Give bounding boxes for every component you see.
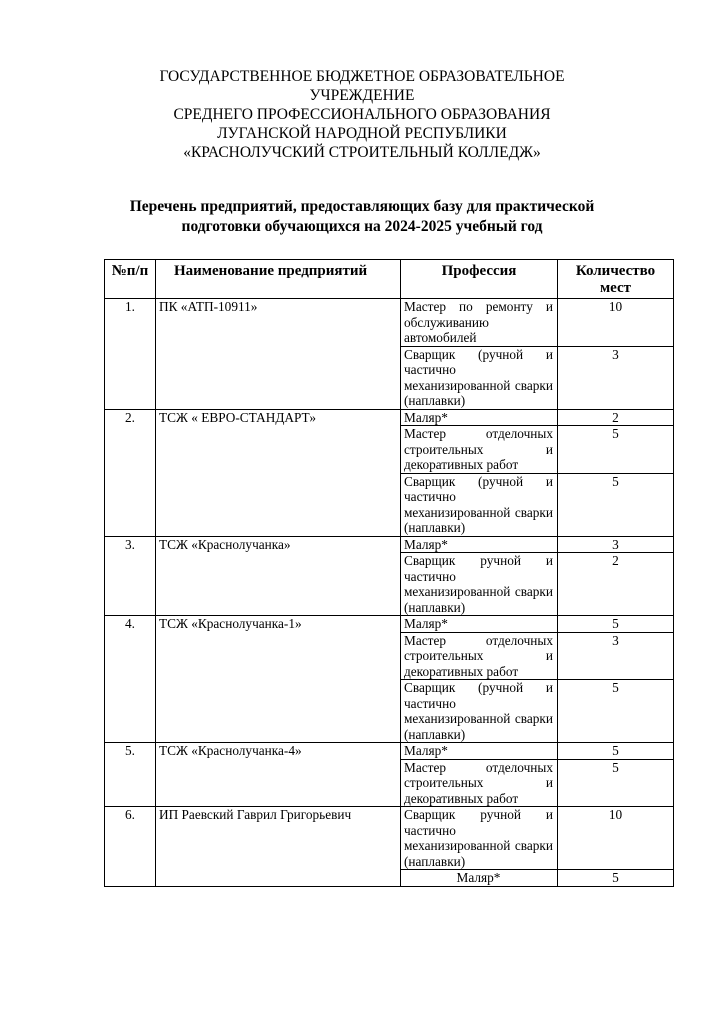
column-header-count: Количество мест [558, 260, 674, 299]
table-row [105, 409, 674, 426]
column-header-profession: Профессия [401, 260, 558, 299]
profession: Сварщик (ручной и частично механизированной сварки (наплавки) [401, 473, 558, 536]
document-header [0, 67, 724, 162]
profession: Маляр* [401, 536, 558, 553]
enterprise-name: ИП Раевский Гаврил Григорьевич [156, 807, 401, 887]
row-number: 1. [105, 299, 156, 410]
document-title [0, 197, 724, 237]
profession: Маляр* [401, 409, 558, 426]
table-header-row [105, 260, 674, 299]
column-header-name: Наименование предприятий [156, 260, 401, 299]
table-row [105, 536, 674, 553]
table-body [105, 299, 674, 887]
table-row [105, 299, 674, 347]
header-line: УЧРЕЖДЕНИЕ [309, 87, 415, 104]
row-number: 6. [105, 807, 156, 887]
profession: Сварщик (ручной и частично механизированной сварки (наплавки) [401, 346, 558, 409]
profession: Мастер отделочных строительных и декоративных работ [401, 632, 558, 680]
header-line: «КРАСНОЛУЧСКИЙ СТРОИТЕЛЬНЫЙ КОЛЛЕДЖ» [183, 144, 541, 161]
places-count: 5 [558, 473, 674, 536]
profession: Сварщик ручной и частично механизированной сварки (наплавки) [401, 553, 558, 616]
places-count: 2 [558, 553, 674, 616]
table-row [105, 616, 674, 633]
enterprise-name: ТСЖ «Краснолучанка» [156, 536, 401, 616]
header-line: ГОСУДАРСТВЕННОЕ БЮДЖЕТНОЕ ОБРАЗОВАТЕЛЬНОЕ [159, 68, 565, 85]
row-number: 2. [105, 409, 156, 536]
profession: Сварщик (ручной и частично механизированной сварки (наплавки) [401, 680, 558, 743]
places-count: 5 [558, 743, 674, 760]
title-line: Перечень предприятий, предоставляющих базу для практической [129, 198, 595, 215]
places-count: 5 [558, 870, 674, 887]
places-count: 10 [558, 807, 674, 870]
places-count: 5 [558, 616, 674, 633]
row-number: 4. [105, 616, 156, 743]
places-count: 3 [558, 536, 674, 553]
profession: Мастер отделочных строительных и декоративных работ [401, 759, 558, 807]
places-count: 3 [558, 632, 674, 680]
places-count: 10 [558, 299, 674, 347]
enterprises-table [104, 259, 674, 887]
places-count: 5 [558, 680, 674, 743]
enterprise-name: ТСЖ «Краснолучанка-4» [156, 743, 401, 807]
profession: Маляр* [401, 743, 558, 760]
profession: Сварщик ручной и частично механизированной сварки (наплавки) [401, 807, 558, 870]
header-line: СРЕДНЕГО ПРОФЕССИОНАЛЬНОГО ОБРАЗОВАНИЯ [173, 106, 551, 123]
enterprise-name: ТСЖ « ЕВРО-СТАНДАРТ» [156, 409, 401, 536]
places-count: 3 [558, 346, 674, 409]
profession: Мастер по ремонту и обслуживанию автомобилей [401, 299, 558, 347]
row-number: 5. [105, 743, 156, 807]
places-count: 2 [558, 409, 674, 426]
title-line: подготовки обучающихся на 2024-2025 учебный год [181, 218, 543, 235]
row-number: 3. [105, 536, 156, 616]
table-row [105, 743, 674, 760]
enterprise-name: ПК «АТП-10911» [156, 299, 401, 410]
profession: Маляр* [401, 870, 558, 887]
enterprise-name: ТСЖ «Краснолучанка-1» [156, 616, 401, 743]
column-header-number: №п/п [105, 260, 156, 299]
table-row [105, 807, 674, 870]
profession: Маляр* [401, 616, 558, 633]
places-count: 5 [558, 759, 674, 807]
profession: Мастер отделочных строительных и декоративных работ [401, 426, 558, 474]
header-line: ЛУГАНСКОЙ НАРОДНОЙ РЕСПУБЛИКИ [217, 125, 507, 142]
places-count: 5 [558, 426, 674, 474]
